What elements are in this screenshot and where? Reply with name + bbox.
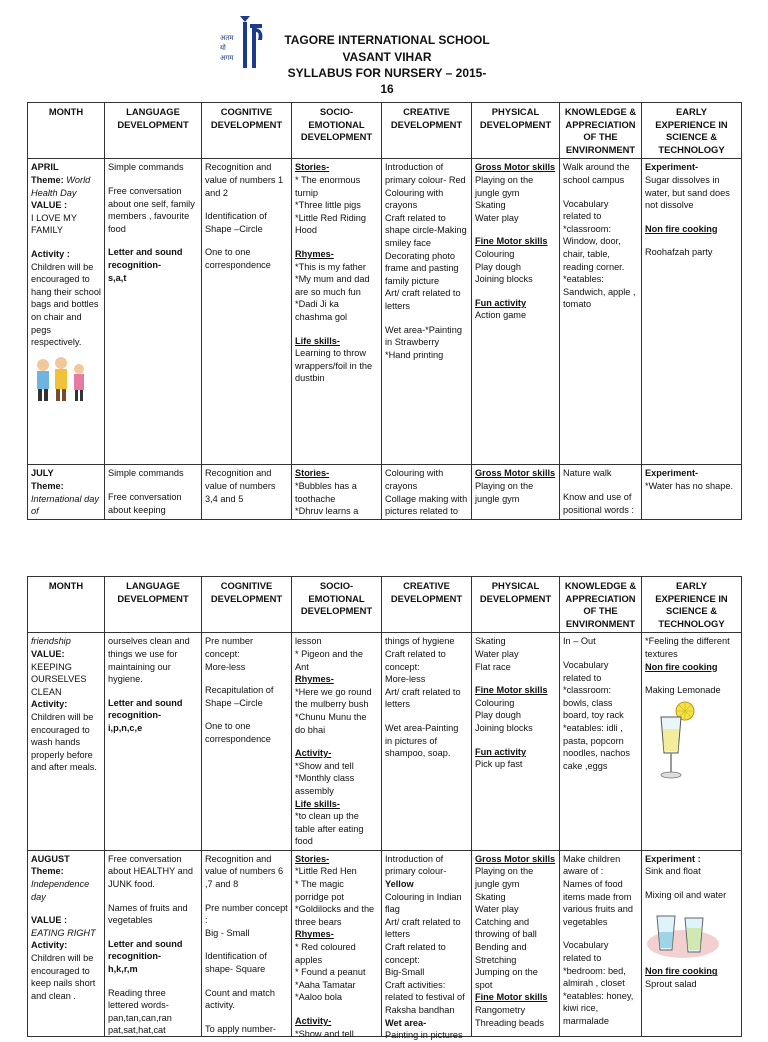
cell-line: * Pigeon and the Ant bbox=[295, 648, 363, 672]
cell-line: Independence day bbox=[31, 879, 90, 902]
cell-line: More-less bbox=[385, 674, 426, 685]
cell-line: *Little Red Riding Hood bbox=[295, 212, 366, 236]
cell-line: Gross Motor skills bbox=[475, 468, 556, 479]
cell-line: International day of bbox=[31, 493, 99, 517]
cell-line: Children will be encouraged to hang their school bags and bottles on chair and pegs respectively. bbox=[31, 261, 101, 348]
cell-line: Play dough bbox=[475, 261, 521, 272]
cell-line: Make children aware of : bbox=[563, 853, 621, 877]
cell-line: Playing on the jungle gym bbox=[475, 866, 534, 890]
cell-line: Art/ craft related to letters bbox=[385, 288, 461, 311]
cell-line: Making Lemonade bbox=[645, 685, 721, 696]
cell-line bbox=[385, 711, 468, 722]
cell-line: Rangometry bbox=[475, 1005, 526, 1015]
cell-line: Threading beads bbox=[475, 1017, 544, 1028]
cell-line bbox=[475, 735, 556, 746]
cell-line: *Monthly class assembly bbox=[295, 773, 355, 796]
cell-line: Free conversation about keeping bbox=[108, 491, 182, 515]
cell-line: Stories- bbox=[295, 853, 330, 864]
cell-line: Recapitulation of Shape –Circle bbox=[205, 685, 274, 708]
cell-line: Water play bbox=[475, 212, 519, 223]
cell-line: * Red coloured apples bbox=[295, 942, 356, 965]
cell-language bbox=[105, 159, 202, 465]
cell-line: VALUE : bbox=[31, 915, 68, 926]
syllabus-table-page-2 bbox=[27, 576, 742, 1041]
document-title: SYLLABUS FOR NURSERY – 2015-16 bbox=[287, 66, 487, 96]
cell-knowledge bbox=[560, 633, 642, 851]
syllabus-table-page-1 bbox=[27, 102, 742, 520]
cell-line: Bending and Stretching bbox=[475, 942, 527, 965]
cell-line: Flat race bbox=[475, 661, 511, 672]
cell-line: Theme: World Health Day bbox=[31, 174, 91, 198]
cell-line: Mixing oil and water bbox=[645, 890, 727, 901]
cell-line bbox=[563, 928, 638, 939]
cell-line: Fun activity bbox=[475, 746, 527, 757]
cell-line: Know and use of positional words : bbox=[563, 491, 634, 515]
cell-line: Activity: bbox=[31, 940, 68, 951]
cell-line: Rhymes- bbox=[295, 248, 334, 259]
cell-knowledge bbox=[560, 465, 642, 520]
cell-line: Action game bbox=[475, 310, 527, 321]
cell-line: Fine Motor skills bbox=[475, 685, 548, 696]
cell-line: Activity: bbox=[31, 699, 68, 710]
cell-line: *Goldilocks and the three bears bbox=[295, 904, 375, 927]
cell-line: Experiment : bbox=[645, 853, 701, 864]
col-header-socio: SOCIO-EMOTIONAL DEVELOPMENT bbox=[292, 103, 382, 159]
cups-illustration bbox=[645, 902, 738, 966]
cell-line: Vocabulary related to *classroom: bowls, class board, toy rack bbox=[563, 659, 624, 721]
school-branch: VASANT VIHAR bbox=[342, 50, 432, 64]
cell-line bbox=[475, 224, 556, 235]
cell-line: Vocabulary related to *bedroom: bed, almirah , closet bbox=[563, 940, 626, 989]
cell-line: Gross Motor skills bbox=[475, 853, 556, 864]
col-header-knowledge: KNOWLEDGE & APPRECIATION OF THE ENVIRONMENT bbox=[560, 103, 642, 159]
cell-line: Names of food items made from various fruits and vegetables bbox=[563, 879, 633, 927]
cell-line: JULY bbox=[31, 468, 54, 479]
logo-text-line2: यो bbox=[220, 44, 226, 52]
cell-line bbox=[205, 939, 288, 950]
cell-line: I LOVE MY FAMILY bbox=[31, 212, 77, 236]
cell-line: Wet area-Painting in pictures of shampoo, soap. bbox=[385, 722, 459, 759]
cell-line: Sink and float bbox=[645, 866, 701, 877]
cell-line: i,p,n,c,e bbox=[108, 722, 143, 733]
cell-line: Wet area-*Painting in Strawberry bbox=[385, 324, 462, 348]
cell-line: Jumping on the spot bbox=[475, 967, 538, 990]
col-header-cognitive: COGNITIVE DEVELOPMENT bbox=[202, 577, 292, 633]
cell-line: One to one correspondence bbox=[205, 721, 271, 744]
cell-line: AUGUST bbox=[31, 853, 70, 864]
col-header-knowledge: KNOWLEDGE & APPRECIATION OF THE ENVIRONMENT bbox=[560, 577, 642, 633]
cell-line: Decorating photo frame and pasting family picture bbox=[385, 250, 459, 286]
cell-line: Pick up fast bbox=[475, 759, 523, 770]
cell-line: lesson bbox=[295, 636, 322, 647]
cell-line: Stories- bbox=[295, 468, 330, 479]
cell-line: Joining blocks bbox=[475, 274, 533, 285]
page-header bbox=[0, 0, 768, 100]
cell-line bbox=[108, 235, 198, 246]
cell-line: Experiment- bbox=[645, 468, 699, 479]
cell-line: Introduction of primary colour- Red bbox=[385, 162, 466, 185]
cell-line: Non fire cooking bbox=[645, 661, 718, 672]
cell-line: Playing on the jungle gym bbox=[475, 174, 534, 198]
cell-line: *eatables: honey, kiwi rice, marmalade bbox=[563, 990, 634, 1026]
cell-line: Activity- bbox=[295, 1016, 332, 1026]
cell-line bbox=[295, 237, 378, 248]
cell-line: Sprout salad bbox=[645, 978, 697, 989]
cell-line bbox=[475, 286, 556, 297]
cell-line: Colouring with crayons bbox=[385, 187, 444, 211]
cell-creative bbox=[382, 159, 472, 465]
cell-line: Simple commands bbox=[108, 468, 184, 479]
cell-socio bbox=[292, 159, 382, 465]
cell-line bbox=[108, 686, 198, 697]
cell-line: Collage making with pictures related to bbox=[385, 493, 468, 517]
cell-line bbox=[205, 1012, 288, 1023]
cell-line: Playing on the jungle gym bbox=[475, 480, 534, 504]
cell-line: Sugar dissolves in water, but sand does not dissolve bbox=[645, 174, 730, 211]
cell-line bbox=[205, 235, 288, 246]
cell-line: Identification of Shape –Circle bbox=[205, 211, 267, 234]
cell-line: *Show and tell bbox=[295, 760, 354, 771]
cell-line: Letter and sound recognition- bbox=[108, 247, 183, 270]
cell-line: Life skills- bbox=[295, 335, 340, 346]
cell-line: Nature walk bbox=[563, 468, 612, 479]
cell-line: Vocabulary related to *classroom: Window, door, chair, table, reading corner. bbox=[563, 198, 625, 272]
cell-cognitive bbox=[202, 159, 292, 465]
cell-line: Simple commands bbox=[108, 162, 184, 173]
cell-line: *Water has no shape. bbox=[645, 480, 734, 491]
cell-line: Joining blocks bbox=[475, 722, 533, 733]
logo-text-line1: अतम bbox=[220, 34, 234, 42]
cell-line: Art/ craft related to letters bbox=[385, 916, 461, 940]
col-header-physical: PHYSICAL DEVELOPMENT bbox=[472, 577, 560, 633]
cell-line: *eatables: idli , pasta, popcorn noodles, nachos cake ,eggs bbox=[563, 722, 630, 771]
cell-science bbox=[642, 633, 742, 851]
cell-line bbox=[563, 648, 638, 659]
cell-month bbox=[28, 159, 105, 465]
logo-text-line3: अगम bbox=[220, 54, 234, 62]
cell-line bbox=[563, 480, 638, 491]
cell-line: things of hygiene bbox=[385, 636, 455, 647]
cell-science bbox=[642, 159, 742, 465]
cell-line: Water play bbox=[475, 648, 519, 659]
cell-line: Reading three lettered words-pan,tan,can,ran pat,sat,hat,cat bbox=[108, 987, 172, 1036]
cell-line bbox=[645, 673, 738, 684]
cell-line bbox=[475, 673, 556, 684]
table-row-july bbox=[28, 465, 742, 520]
cell-line bbox=[645, 878, 738, 889]
cell-line: Fun activity bbox=[475, 297, 527, 308]
cell-socio bbox=[292, 465, 382, 520]
cell-line bbox=[205, 709, 288, 720]
children-illustration-icon bbox=[31, 353, 93, 405]
cell-line: *Little Red Hen bbox=[295, 866, 357, 877]
cell-line: *Here we go round the mulberry bush bbox=[295, 686, 372, 710]
cell-line: Identification of shape- Square bbox=[205, 951, 267, 975]
cell-language bbox=[105, 465, 202, 520]
cell-line bbox=[205, 891, 288, 902]
cell-socio bbox=[292, 850, 382, 1039]
cell-month bbox=[28, 633, 105, 851]
cell-line: * The enormous turnip bbox=[295, 174, 361, 198]
table-row-july-continued bbox=[28, 633, 742, 851]
header-row bbox=[28, 103, 742, 159]
cell-line: Play dough bbox=[475, 710, 521, 721]
cell-line: Fine Motor skills bbox=[475, 992, 548, 1003]
cell-line: *Dadi Ji ka chashma gol bbox=[295, 299, 348, 322]
cell-line: * Found a peanut bbox=[295, 967, 366, 978]
cell-line: *Aaha Tamatar bbox=[295, 979, 356, 990]
cell-line: Rhymes- bbox=[295, 929, 334, 940]
cell-creative bbox=[382, 465, 472, 520]
cell-line: One to one correspondence bbox=[205, 247, 271, 270]
cell-line bbox=[31, 903, 101, 914]
table-row-april bbox=[28, 159, 742, 465]
cell-line: * The magic porridge pot bbox=[295, 879, 345, 902]
cell-line bbox=[205, 673, 288, 684]
cell-line: Art/ craft related to letters bbox=[385, 686, 461, 710]
cell-line: Free conversation about HEALTHY and JUNK food. bbox=[108, 853, 193, 890]
cell-line: Names of fruits and vegetables bbox=[108, 902, 188, 926]
cell-line: Pre number concept: bbox=[205, 636, 254, 659]
cell-language bbox=[105, 633, 202, 851]
cell-line: Experiment- bbox=[645, 162, 699, 173]
cell-line: Roohafzah party bbox=[645, 247, 713, 258]
cell-line: Gross Motor skills bbox=[475, 162, 556, 173]
cell-line: Theme: bbox=[31, 866, 64, 877]
header-row bbox=[28, 577, 742, 633]
cell-line: *Bubbles has a toothache bbox=[295, 480, 357, 504]
cell-line: Recognition and value of numbers 1 and 2 bbox=[205, 162, 284, 198]
cell-line: Children will be encouraged to keep nails short and clean . bbox=[31, 953, 96, 1001]
cell-socio bbox=[292, 633, 382, 851]
cell-line: More-less bbox=[205, 661, 246, 672]
cell-creative bbox=[382, 850, 472, 1041]
cell-line bbox=[31, 237, 101, 248]
col-header-cognitive: COGNITIVE DEVELOPMENT bbox=[202, 103, 292, 159]
cell-line: Rhymes- bbox=[295, 674, 334, 685]
cell-line: *Aaloo bola bbox=[295, 992, 342, 1003]
cell-physical bbox=[472, 465, 560, 520]
col-header-science: EARLY EXPERIENCE IN SCIENCE & TECHNOLOGY bbox=[642, 577, 742, 633]
cell-line bbox=[108, 480, 198, 491]
cell-line: Skating bbox=[475, 891, 506, 902]
cell-line: Recognition and value of numbers 3,4 and 5 bbox=[205, 468, 276, 504]
cell-language bbox=[105, 850, 202, 1036]
table-row-august bbox=[28, 850, 742, 1036]
cell-line: *Chunu Munu the do bhai bbox=[295, 711, 367, 735]
cell-line: Children will be encouraged to wash hands properly before and after meals. bbox=[31, 711, 97, 773]
cell-line: Theme: bbox=[31, 480, 64, 491]
cell-knowledge bbox=[560, 850, 642, 1036]
cell-line bbox=[645, 212, 738, 223]
glass-cups-icon bbox=[643, 904, 723, 962]
cell-line: *This is my father bbox=[295, 261, 366, 272]
cell-line: Yellow bbox=[385, 879, 414, 890]
col-header-socio: SOCIO-EMOTIONAL DEVELOPMENT bbox=[292, 577, 382, 633]
cell-line bbox=[205, 199, 288, 210]
cell-line bbox=[108, 174, 198, 185]
cell-line-detail: World Health Day bbox=[31, 174, 91, 198]
cell-line: Colouring in Indian flag bbox=[385, 891, 462, 915]
col-header-month: MONTH bbox=[28, 103, 105, 159]
cell-line bbox=[108, 927, 198, 938]
cell-line: h,k,r,m bbox=[108, 964, 138, 975]
cell-line: Life skills- bbox=[295, 798, 340, 809]
cell-line: EATING RIGHT bbox=[31, 927, 96, 938]
cell-line: *Hand printing bbox=[385, 349, 444, 360]
cell-cognitive bbox=[202, 465, 292, 520]
cell-line: Water play bbox=[475, 904, 519, 915]
cell-cognitive bbox=[202, 633, 292, 851]
cell-cognitive bbox=[202, 850, 292, 1036]
cell-physical bbox=[472, 159, 560, 465]
col-header-creative: CREATIVE DEVELOPMENT bbox=[382, 103, 472, 159]
cell-line: VALUE: bbox=[31, 648, 65, 659]
cell-physical bbox=[472, 633, 560, 851]
cell-line: Painting in pictures bbox=[385, 1030, 463, 1041]
cell-line bbox=[385, 313, 468, 324]
cell-line: Pre number concept : bbox=[205, 902, 288, 926]
cell-line: Big-Small bbox=[385, 967, 425, 978]
cell-line: VALUE : bbox=[31, 200, 68, 211]
cell-line: Craft related to concept: bbox=[385, 942, 446, 965]
cell-line bbox=[205, 976, 288, 987]
cell-line: Letter and sound recognition- bbox=[108, 697, 183, 721]
cell-line: Big - Small bbox=[205, 927, 250, 938]
cell-creative bbox=[382, 633, 472, 851]
cell-line: Catching and throwing of ball bbox=[475, 916, 537, 940]
cell-line: s,a,t bbox=[108, 272, 127, 283]
school-logo-icon bbox=[218, 14, 274, 72]
cell-line: Learning to throw wrappers/foil in the dustbin bbox=[295, 348, 373, 384]
cell-line: Non fire cooking bbox=[645, 966, 718, 977]
col-header-physical: PHYSICAL DEVELOPMENT bbox=[472, 103, 560, 159]
cell-line: Non fire cooking bbox=[645, 223, 718, 234]
cell-line: Walk around the school campus bbox=[563, 162, 630, 185]
col-header-creative: CREATIVE DEVELOPMENT bbox=[382, 577, 472, 633]
cell-line: To apply number- bbox=[205, 1023, 276, 1034]
col-header-language: LANGUAGE DEVELOPMENT bbox=[105, 577, 202, 633]
cell-line: Colouring with crayons bbox=[385, 468, 444, 491]
cell-line: *Dhruv learns a bbox=[295, 506, 359, 517]
col-header-month: MONTH bbox=[28, 577, 105, 633]
cell-line: Introduction of primary colour- bbox=[385, 853, 447, 877]
cell-line: In – Out bbox=[563, 636, 596, 647]
cell-line: Craft related to concept: bbox=[385, 648, 446, 672]
cell-line: *Show and tell bbox=[295, 1028, 354, 1039]
cell-line: Recognition and value of numbers 6 ,7 and 8 bbox=[205, 853, 284, 890]
cell-line bbox=[108, 976, 198, 987]
cell-line bbox=[108, 891, 198, 902]
cell-line: Activity- bbox=[295, 748, 332, 759]
cell-line bbox=[563, 187, 638, 198]
cell-month bbox=[28, 850, 105, 1036]
cell-line bbox=[295, 736, 378, 747]
school-name: TAGORE INTERNATIONAL SCHOOL bbox=[284, 33, 490, 47]
cell-line: Stories- bbox=[295, 162, 330, 173]
col-header-language: LANGUAGE DEVELOPMENT bbox=[105, 103, 202, 159]
cell-line: Craft activities: related to festival of Raksha bandhan bbox=[385, 979, 465, 1015]
cell-line: Colouring bbox=[475, 697, 515, 708]
cell-line: Letter and sound recognition- bbox=[108, 938, 183, 962]
cell-line bbox=[295, 1004, 378, 1015]
cell-line bbox=[645, 235, 738, 246]
cell-line: friendship bbox=[31, 636, 71, 647]
cell-line: *Three little pigs bbox=[295, 200, 361, 211]
cell-line: ourselves clean and things we use for maintaining our hygiene. bbox=[108, 636, 190, 685]
cell-line: Colouring bbox=[475, 248, 515, 259]
cell-line: APRIL bbox=[31, 162, 59, 173]
cell-line: *Feeling the different textures bbox=[645, 636, 730, 659]
cell-line: Fine Motor skills bbox=[475, 236, 548, 247]
cell-line bbox=[295, 324, 378, 335]
cell-line: Free conversation about one self, family members , favourite food bbox=[108, 185, 195, 234]
cell-line: Skating bbox=[475, 200, 506, 211]
cell-line: Wet area- bbox=[385, 1017, 427, 1028]
cell-line: KEEPING OURSELVES CLEAN bbox=[31, 661, 87, 697]
cell-science bbox=[642, 850, 742, 1036]
cell-line: *My mum and dad are so much fun bbox=[295, 274, 370, 297]
cell-line: *eatables: Sandwich, apple , tomato bbox=[563, 274, 636, 310]
cell-month bbox=[28, 465, 105, 520]
cell-line: Count and match activity. bbox=[205, 987, 275, 1011]
cell-line: Activity : bbox=[31, 248, 70, 259]
cell-line: Craft related to shape circle-Making smiley face bbox=[385, 212, 467, 248]
cell-science bbox=[642, 465, 742, 520]
cell-knowledge bbox=[560, 159, 642, 465]
cell-line: Skating bbox=[475, 636, 506, 647]
lemonade-glass-icon bbox=[655, 701, 699, 783]
cell-physical bbox=[472, 850, 560, 1036]
cell-line: *to clean up the table after eating food bbox=[295, 811, 364, 847]
col-header-science: EARLY EXPERIENCE IN SCIENCE & TECHNOLOGY bbox=[642, 103, 742, 159]
